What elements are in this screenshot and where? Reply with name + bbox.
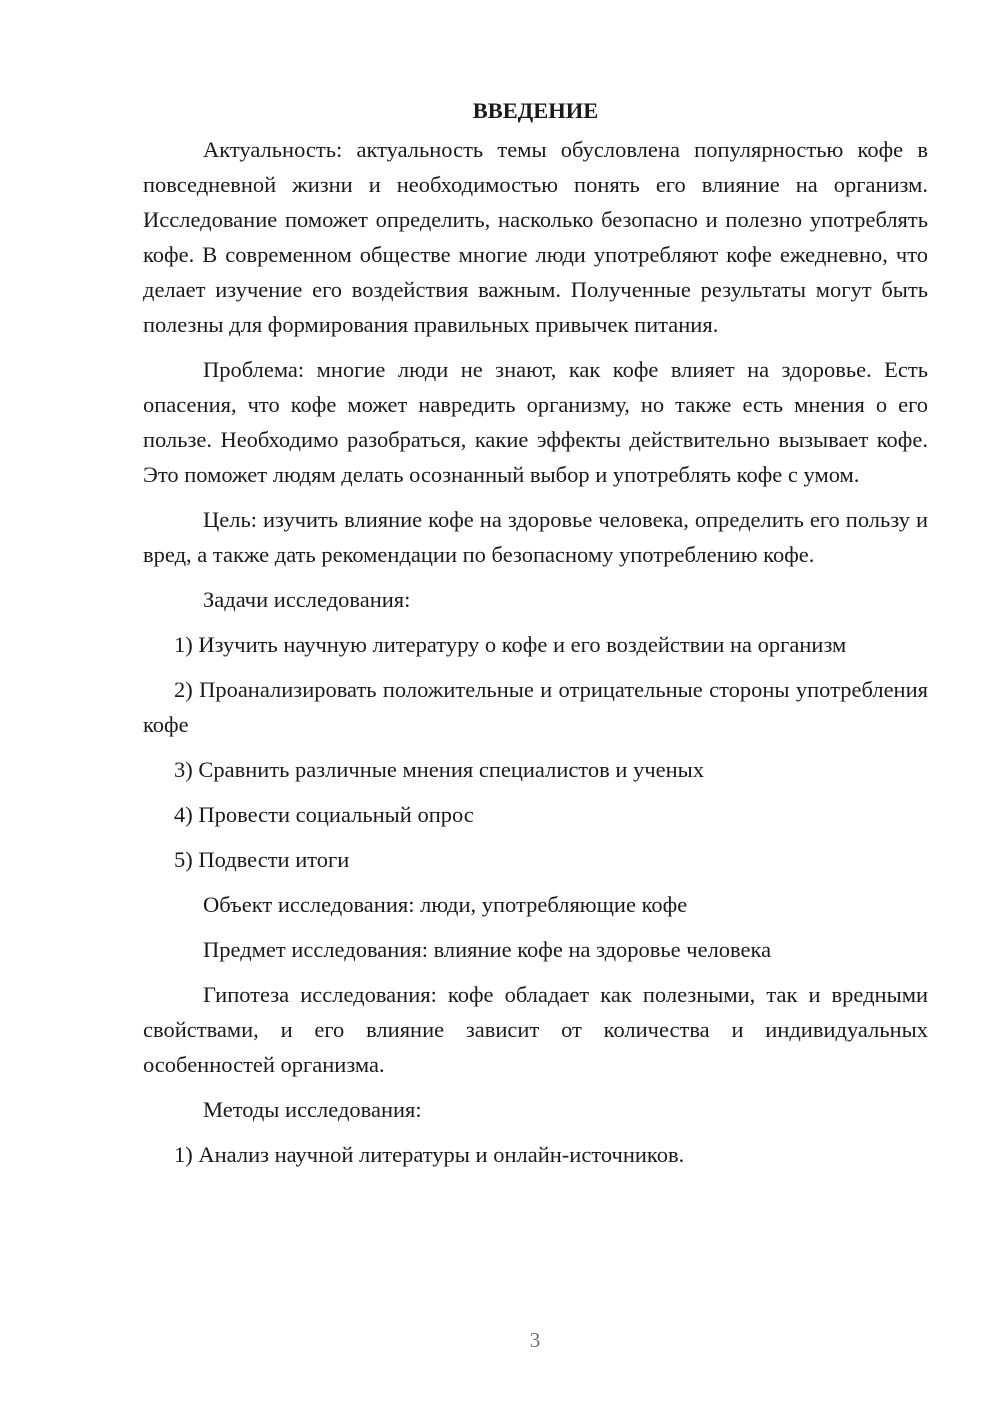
research-subject: Предмет исследования: влияние кофе на здоровье человека [203,937,772,962]
page-content [143,94,928,1182]
task-item-4: 4) Провести социальный опрос [174,802,474,827]
method-item-1: 1) Анализ научной литературы и онлайн-источников. [174,1142,685,1167]
task-item-3: 3) Сравнить различные мнения специалистов и ученых [174,757,705,782]
goal-paragraph: Цель: изучить влияние кофе на здоровье человека, определить его пользу и вред, а также дать рекомендации по безопасному употреблению кофе. [143,507,928,567]
methods-title: Методы исследования: [203,1097,422,1122]
task-item-5: 5) Подвести итоги [174,847,350,872]
problem-paragraph: Проблема: многие люди не знают, как кофе влияет на здоровье. Есть опасения, что кофе может навредить организму, но также есть мнения о его пользе. Необходимо разобраться, какие эффекты действительно вызывает кофе. Это поможет людям делать осознанный выбор и употреблять кофе с умом. [143,357,928,487]
task-item-1: 1) Изучить научную литературу о кофе и его воздействии на организм [174,632,847,657]
section-heading: ВВЕДЕНИЕ [472,98,599,123]
research-object: Объект исследования: люди, употребляющие кофе [203,892,688,917]
tasks-title: Задачи исследования: [203,587,411,612]
task-item-2: 2) Проанализировать положительные и отрицательные стороны употребления кофе [143,677,928,737]
page-number: 3 [529,1328,541,1352]
hypothesis-paragraph: Гипотеза исследования: кофе обладает как полезными, так и вредными свойствами, и его влияние зависит от количества и индивидуальных особенностей организма. [143,982,928,1077]
relevance-paragraph: Актуальность: актуальность темы обусловлена популярностью кофе в повседневной жизни и необходимостью понять его влияние на организм. Исследование поможет определить, насколько безопасно и полезно употреблять кофе. В современном обществе многие люди употребляют кофе ежедневно, что делает изучение его воздействия важным. Полученные результаты могут быть полезны для формирования правильных привычек питания. [143,137,928,337]
